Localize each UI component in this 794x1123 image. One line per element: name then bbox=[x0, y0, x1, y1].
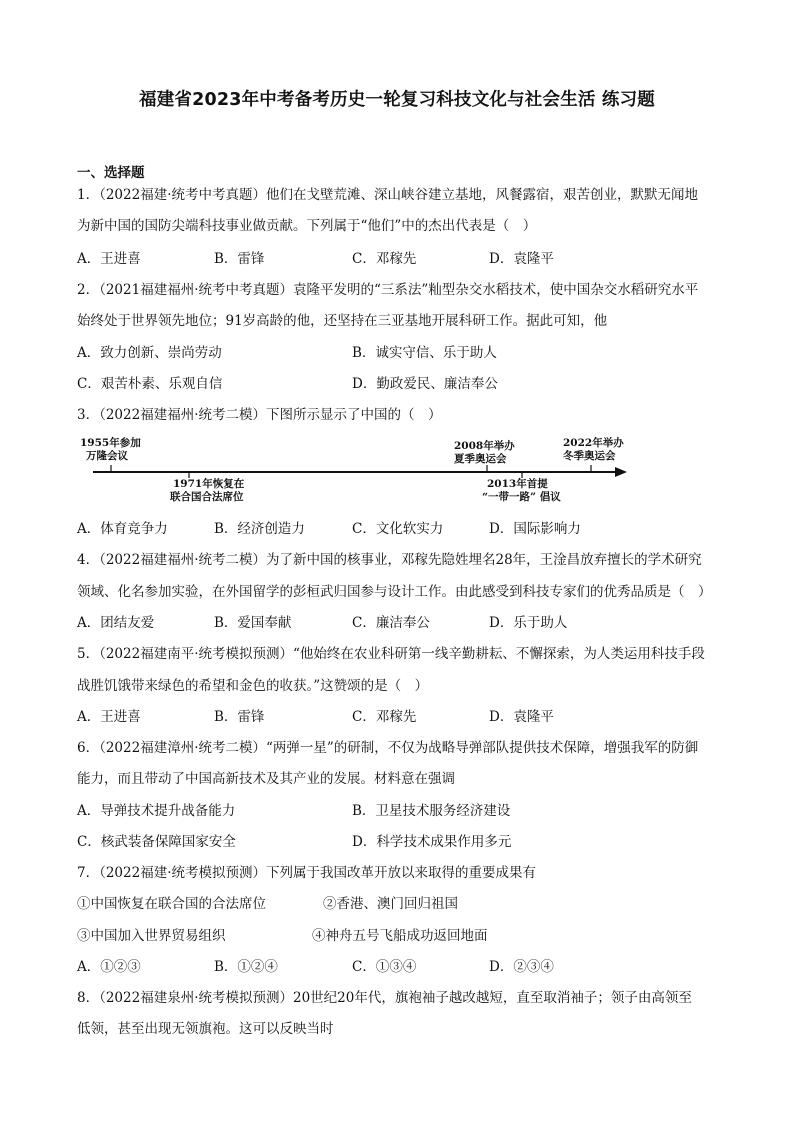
q2-option-d: D．勤政爱民、廉洁奉公 bbox=[352, 376, 498, 392]
q2-option-c: C．艰苦朴素、乐观自信 bbox=[77, 376, 223, 392]
q6-option-a: A．导弹技术提升战备能力 bbox=[77, 803, 236, 819]
q4-stem-line2: 领域、化名参加实验，在外国留学的彭桓武归国参与设计工作。由此感受到科技专家们的优秀品质是（ ） bbox=[77, 584, 712, 600]
q5-option-b: B．雷锋 bbox=[214, 709, 265, 725]
q1-stem-line2: 为新中国的国防尖端科技事业做贡献。下列属于“他们”中的杰出代表是（ ） bbox=[77, 218, 537, 234]
q1-stem-line1: 1．（2022福建·统考中考真题）他们在戈壁荒滩、深山峡谷建立基地，风餐露宿，艰苦创业，默默无闻地 bbox=[77, 187, 698, 203]
q6-stem-line2: 能力，而且带动了中国高新技术及其产业的发展。材料意在强调 bbox=[77, 771, 455, 787]
q7-item-3: ③中国加入世界贸易组织 bbox=[77, 928, 226, 944]
q2-stem-line1: 2．（2021福建福州·统考中考真题）袁隆平发明的“三系法”籼型杂交水稻技术，使中国杂交水稻研究水平 bbox=[77, 282, 699, 298]
q1-option-b: B．雷锋 bbox=[214, 251, 265, 267]
q5-option-d: D．袁隆平 bbox=[489, 709, 554, 725]
timeline-event-1955-line2: 万隆会议 bbox=[86, 450, 128, 462]
timeline-event-2022-line2: 冬季奥运会 bbox=[563, 450, 616, 462]
timeline-event-2022-line1: 2022年举办 bbox=[563, 437, 624, 449]
q4-option-b: B．爱国奉献 bbox=[214, 615, 292, 631]
q6-option-b: B．卫星技术服务经济建设 bbox=[352, 803, 511, 819]
q3-stem-line1: 3．（2022福建福州·统考二模）下图所示显示了中国的（ ） bbox=[77, 407, 442, 423]
q7-stem-line1: 7．（2022福建·统考模拟预测）下列属于我国改革开放以来取得的重要成果有 bbox=[77, 865, 536, 881]
q2-option-b: B．诚实守信、乐于助人 bbox=[352, 345, 497, 361]
timeline-event-1971-line2: 联合国合法席位 bbox=[170, 491, 244, 503]
timeline-event-2013-line2: “一带一路” 倡议 bbox=[482, 491, 561, 503]
q7-option-d: D．②③④ bbox=[489, 959, 554, 975]
q7-option-c: C．①③④ bbox=[352, 959, 417, 975]
q7-option-b: B．①②④ bbox=[214, 959, 278, 975]
q3-option-d: D．国际影响力 bbox=[489, 521, 581, 537]
q7-item-1: ①中国恢复在联合国的合法席位 bbox=[77, 896, 266, 912]
timeline-event-2013-line1: 2013年首提 bbox=[487, 478, 548, 490]
q3-option-a: A．体育竞争力 bbox=[77, 521, 168, 537]
q7-item-2: ②香港、澳门回归祖国 bbox=[323, 896, 458, 912]
q8-stem-line2: 低领，甚至出现无领旗袍。这可以反映当时 bbox=[77, 1021, 334, 1037]
q5-stem-line2: 战胜饥饿带来绿色的希望和金色的收获。”这赞颂的是（ ） bbox=[77, 678, 429, 694]
q8-stem-line1: 8．（2022福建泉州·统考模拟预测）20世纪20年代，旗袍袖子越改越短，直至取消袖子；领子由高领至 bbox=[77, 990, 692, 1006]
timeline-event-2008-line1: 2008年举办 bbox=[454, 440, 515, 452]
q5-option-c: C．邓稼先 bbox=[352, 709, 417, 725]
timeline-figure bbox=[77, 432, 637, 510]
q1-option-a: A．王进喜 bbox=[77, 251, 141, 267]
q3-option-c: C．文化软实力 bbox=[352, 521, 444, 537]
q4-stem-line1: 4．（2022福建福州·统考二模）为了新中国的核事业，邓稼先隐姓埋名28年，王淦昌放弃擅长的学术研究 bbox=[77, 552, 702, 568]
page-title: 福建省2023年中考备考历史一轮复习科技文化与社会生活 练习题 bbox=[139, 90, 655, 110]
q4-option-d: D．乐于助人 bbox=[489, 615, 568, 631]
q4-option-c: C．廉洁奉公 bbox=[352, 615, 430, 631]
section-heading: 一、选择题 bbox=[77, 165, 145, 181]
q2-option-a: A．致力创新、崇尚劳动 bbox=[77, 345, 222, 361]
q5-option-a: A．王进喜 bbox=[77, 709, 141, 725]
q1-option-c: C．邓稼先 bbox=[352, 251, 417, 267]
timeline-event-1971-line1: 1971年恢复在 bbox=[173, 478, 245, 490]
q7-item-4: ④神舟五号飞船成功返回地面 bbox=[312, 928, 488, 944]
q6-option-c: C．核武装备保障国家安全 bbox=[77, 834, 236, 850]
timeline-event-1955-line1: 1955年参加 bbox=[80, 437, 141, 449]
q5-stem-line1: 5．（2022福建南平·统考模拟预测）“他始终在农业科研第一线辛勤耕耘、不懈探索，为人类运用科技手段 bbox=[77, 646, 705, 662]
q7-option-a: A．①②③ bbox=[77, 959, 141, 975]
timeline-event-2008-line2: 夏季奥运会 bbox=[454, 453, 507, 465]
q1-option-d: D．袁隆平 bbox=[489, 251, 554, 267]
q3-option-b: B．经济创造力 bbox=[214, 521, 305, 537]
q2-stem-line2: 始终处于世界领先地位；91岁高龄的他，还坚持在三亚基地开展科研工作。据此可知，他 bbox=[77, 313, 608, 329]
q6-stem-line1: 6．（2022福建漳州·统考二模）“两弹一星”的研制，不仅为战略导弹部队提供技术保障，增强我军的防御 bbox=[77, 740, 699, 756]
q4-option-a: A．团结友爱 bbox=[77, 615, 155, 631]
q6-option-d: D．科学技术成果作用多元 bbox=[352, 834, 512, 850]
